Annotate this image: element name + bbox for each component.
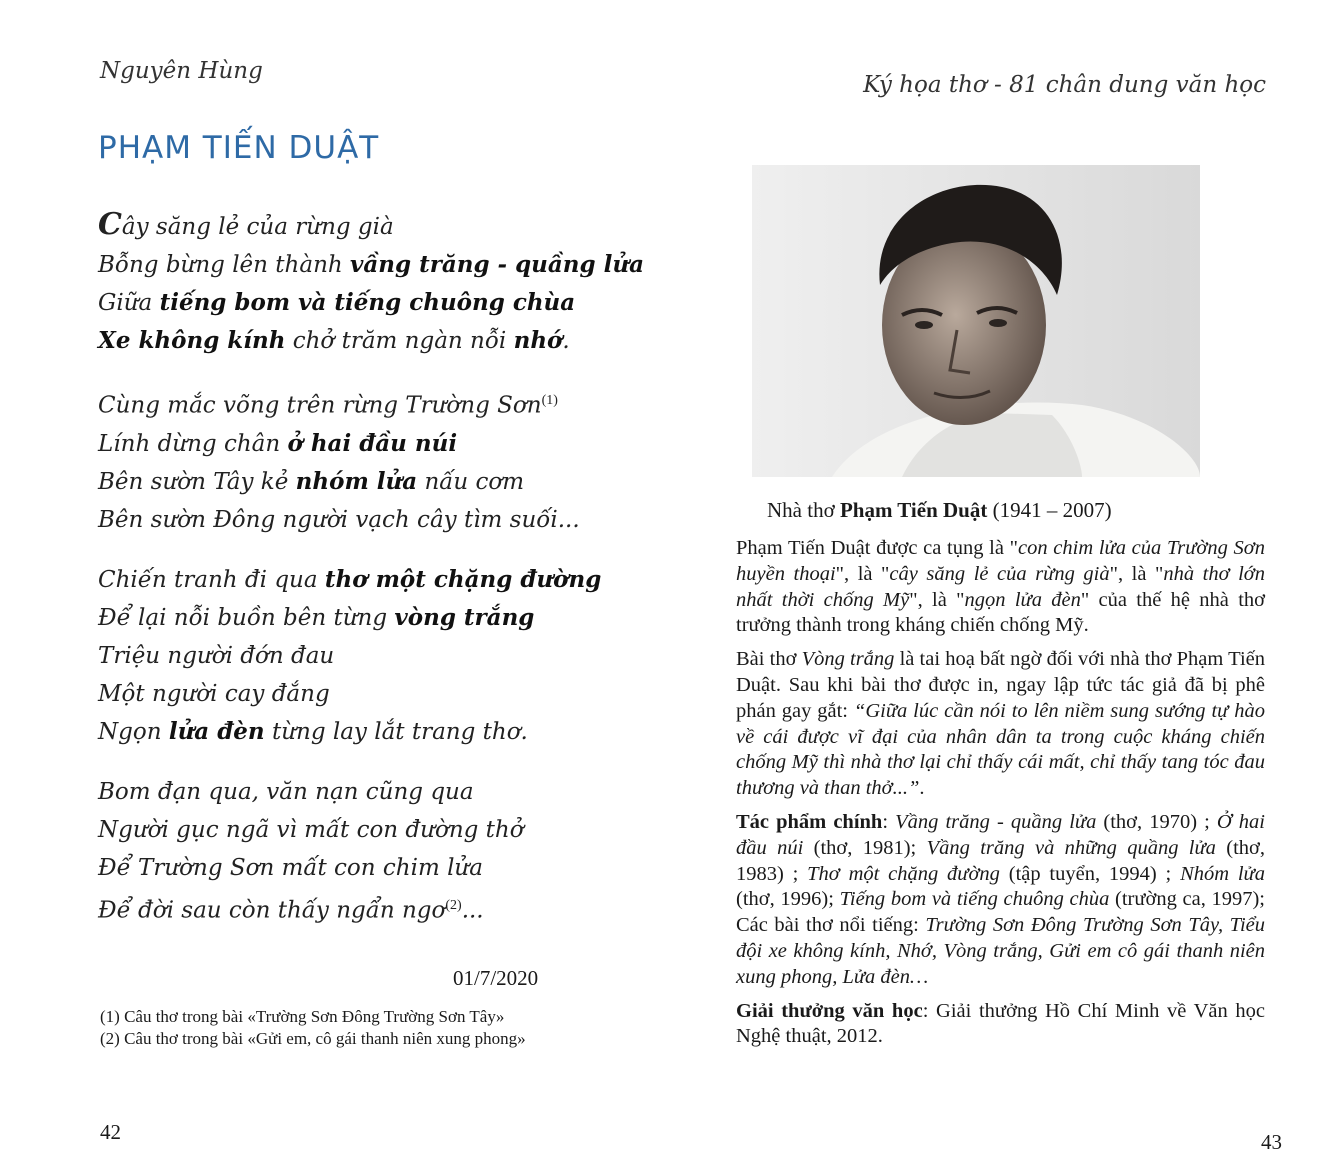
- poem-line: [98, 463, 638, 501]
- footnote-marker: (2): [445, 897, 462, 913]
- caption-author-name: Phạm Tiến Duật: [839, 498, 988, 522]
- running-head-author: Nguyên Hùng: [100, 58, 263, 84]
- biography-text-run: ", là ": [909, 588, 965, 611]
- biography-text-run: ngọn lửa đèn: [964, 588, 1081, 611]
- biography-text-run: .: [919, 777, 925, 800]
- poem-line: [98, 561, 638, 599]
- poem-text: ...: [461, 897, 484, 924]
- poem-text: Cùng mắc võng trên rừng Trường Sơn: [98, 392, 542, 419]
- biography-text-run: “Giữa lúc cần nói to lên niềm sung sướng tự hào về cái được vĩ đại của nhân dân ta trong cuộc kháng chiến chống Mỹ thì nhà thơ lại chỉ thấy cái mất, chỉ thấy tang tóc đau thương và than thở...”: [736, 699, 1265, 800]
- biography-text: [736, 536, 1265, 1058]
- biography-label: Giải thưởng văn học: [736, 999, 923, 1022]
- poem-text: Giữa: [98, 290, 160, 316]
- poem-stanza: [98, 773, 638, 930]
- poem-text: ây săng lẻ của rừng già: [121, 214, 394, 240]
- biography-label: Tác phẩm chính: [736, 810, 883, 833]
- page-number: 42: [100, 1120, 121, 1144]
- biography-text-run: (thơ, 1981);: [803, 836, 927, 859]
- biography-paragraph: [736, 810, 1265, 991]
- poem: [98, 206, 644, 951]
- poem-line: [98, 206, 638, 246]
- poem-text: nhớ: [513, 327, 563, 354]
- biography-text-run: nhà thơ lớn nhất thời chống Mỹ: [736, 562, 1266, 611]
- poem-text: nhóm lửa: [295, 467, 418, 495]
- biography-text-run: ", là ": [1109, 562, 1164, 585]
- poem-text: Để đời sau còn thấy ngẩn ngơ: [98, 897, 446, 924]
- biography-text-run: là tai hoạ bất ngờ đối với nhà thơ Phạm Tiến Duật. Sau khi bài thơ được in, ngay lập tức tác giả đã bị phê phán gay gắt:: [736, 648, 1265, 722]
- biography-text-run: (trường ca, 1997); Các bài thơ nổi tiếng:: [736, 888, 1266, 937]
- biography-text-run: : Giải thưởng Hồ Chí Minh về Văn học Nghệ thuật, 2012.: [736, 999, 1265, 1048]
- poem-text: Một người cay đắng: [98, 680, 330, 707]
- footnote: (1) Câu thơ trong bài «Trường Sơn Đông Trường Sơn Tây»: [100, 1007, 505, 1026]
- poem-line: [98, 887, 638, 930]
- biography-text-run: Thơ một chặng đường: [807, 862, 1000, 885]
- poem-title: PHẠM TIẾN DUẬT: [98, 130, 380, 166]
- poem-line: [98, 425, 638, 463]
- poem-text: Bỗng bừng lên thành: [98, 252, 351, 278]
- biography-text-run: (thơ, 1970) ;: [1096, 810, 1217, 833]
- poem-text: Để lại nỗi buồn bên từng: [98, 604, 395, 631]
- poem-text: Để Trường Sơn mất con chim lửa: [98, 854, 483, 881]
- biography-text-run: ", là ": [835, 562, 890, 585]
- poem-text: vòng trắng: [394, 603, 535, 631]
- poem-text: Người gục ngã vì mất con đường thở: [98, 816, 524, 843]
- poem-text: từng lay lắt trang thơ.: [264, 718, 528, 745]
- right-page: [671, 0, 1342, 1172]
- biography-text-run: Phạm Tiến Duật được ca tụng là ": [736, 537, 1019, 559]
- photo-caption: [767, 498, 1112, 523]
- poem-line: [98, 599, 638, 637]
- running-head-book-title: Ký họa thơ - 81 chân dung văn học: [863, 72, 1266, 98]
- biography-text-run: " của thế hệ nhà thơ trưởng thành trong kháng chiến chống Mỹ.: [736, 588, 1265, 637]
- poem-text: chở trăm ngàn nỗi: [285, 328, 514, 354]
- poem-text: Bom đạn qua, văn nạn cũng qua: [98, 778, 474, 805]
- poem-line: [98, 849, 638, 887]
- poem-line: [98, 637, 638, 675]
- poem-date: 01/7/2020: [453, 966, 539, 990]
- poem-text: .: [562, 328, 570, 354]
- caption-years: (1941 – 2007): [987, 498, 1112, 522]
- biography-paragraph: [736, 999, 1265, 1051]
- poem-text: Lính dừng chân: [98, 430, 288, 457]
- poem-line: [98, 284, 638, 322]
- poem-line: [98, 675, 638, 713]
- poem-text: tiếng bom và tiếng chuông chùa: [159, 289, 576, 316]
- poem-stanza: [98, 382, 638, 539]
- poem-line: [98, 246, 644, 284]
- poem-text: vầng trăng - quầng lửa: [350, 251, 644, 278]
- footnote-marker: (1): [541, 393, 558, 408]
- biography-text-run: con chim lửa của Trường Sơn huyền thoại: [736, 537, 1265, 585]
- biography-text-run: Bài thơ: [736, 648, 802, 671]
- poem-line: [98, 773, 638, 811]
- poem-line: [98, 713, 638, 751]
- biography-text-run: (tập tuyển, 1994) ;: [999, 862, 1181, 885]
- poem-text: nấu cơm: [417, 468, 525, 495]
- author-portrait-photo: [752, 165, 1200, 477]
- biography-text-run: Ở hai đầu núi: [736, 810, 1266, 859]
- biography-text-run: (thơ, 1983) ;: [736, 836, 1266, 885]
- biography-text-run: Nhóm lửa: [1180, 862, 1265, 885]
- biography-text-run: :: [882, 810, 896, 833]
- caption-prefix: Nhà thơ: [767, 498, 840, 522]
- poem-stanza: [98, 206, 644, 360]
- poem-text: Ngọn: [98, 718, 169, 745]
- page-number: 43: [1261, 1130, 1282, 1154]
- poem-line: [98, 322, 638, 360]
- poem-text: C: [98, 207, 122, 242]
- poem-text: ở hai đầu núi: [287, 429, 458, 457]
- poem-text: Xe không kính: [98, 327, 286, 354]
- poem-text: Bên sườn Đông người vạch cây tìm suối...: [98, 506, 580, 533]
- biography-text-run: Trường Sơn Đông Trường Sơn Tây, Tiểu đội xe không kính, Nhớ, Vòng trắng, Gửi em cô gái thanh niên xung phong, Lửa đèn…: [736, 914, 1265, 988]
- poem-text: lửa đèn: [168, 717, 265, 745]
- poem-text: thơ một chặng đường: [324, 565, 602, 593]
- poem-line: [98, 501, 638, 539]
- poem-line: [98, 811, 638, 849]
- poem-line: [98, 382, 638, 425]
- biography-text-run: Vòng trắng: [801, 648, 895, 671]
- biography-text-run: Tiếng bom và tiếng chuông chùa: [839, 888, 1110, 911]
- poem-text: Triệu người đớn đau: [98, 642, 335, 669]
- biography-text-run: cây săng lẻ của rừng già: [889, 562, 1110, 585]
- footnotes: [100, 1006, 526, 1050]
- biography-text-run: Vầng trăng - quầng lửa: [895, 810, 1097, 833]
- poem-stanza: [98, 561, 638, 751]
- biography-paragraph: [736, 647, 1265, 802]
- biography-paragraph: [736, 536, 1265, 639]
- footnote: (2) Câu thơ trong bài «Gửi em, cô gái thanh niên xung phong»: [100, 1029, 526, 1048]
- poem-text: Bên sườn Tây kẻ: [98, 468, 296, 495]
- biography-text-run: Vầng trăng và những quầng lửa: [926, 836, 1216, 859]
- poem-text: Chiến tranh đi qua: [98, 566, 325, 593]
- biography-text-run: (thơ, 1996);: [736, 888, 840, 911]
